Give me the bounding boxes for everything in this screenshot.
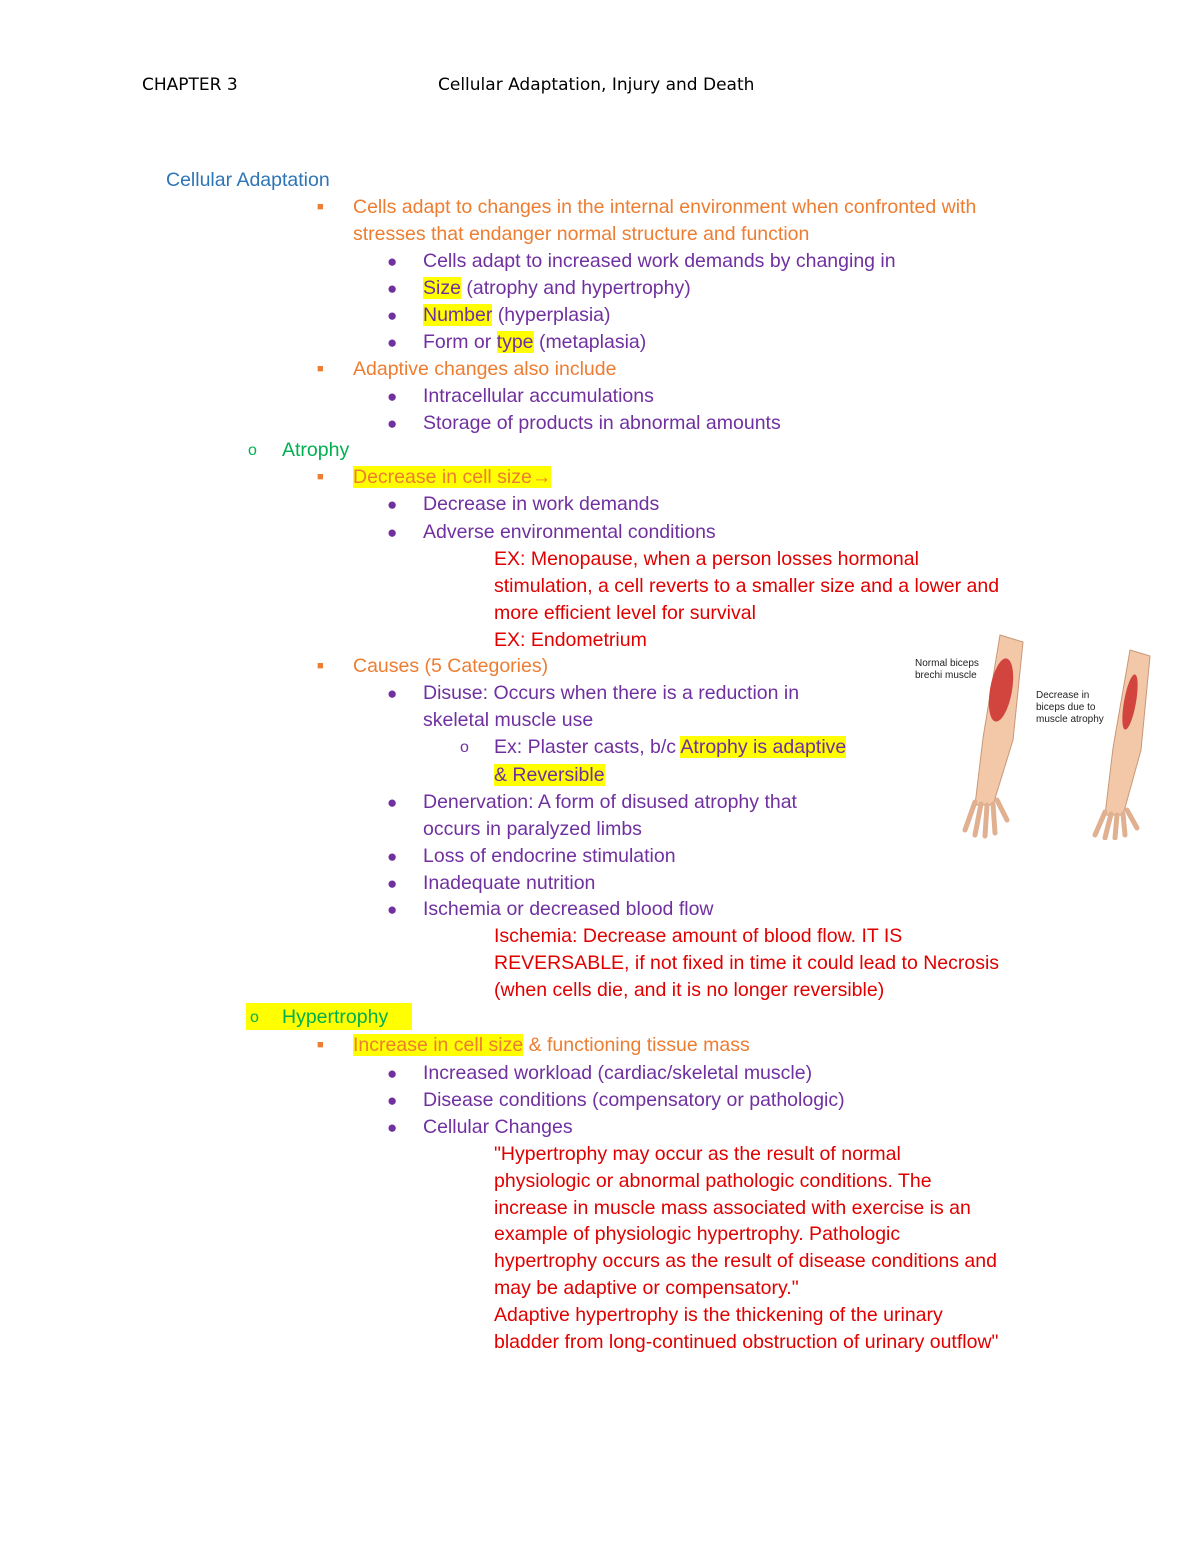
text-span: & functioning tissue mass <box>523 1034 750 1056</box>
text-line: Intracellular accumulations <box>423 385 654 407</box>
text-line: Cellular Changes <box>423 1116 573 1138</box>
text-span: (hyperplasia) <box>492 304 611 326</box>
text-line: Ischemia: Decrease amount of blood flow. IT IS <box>494 925 903 947</box>
text-line: REVERSABLE, if not fixed in time it could lead to Necrosis <box>494 952 1000 974</box>
figure-label-left-line2: brechi muscle <box>915 670 977 681</box>
dot-bullet-icon: ● <box>387 414 398 433</box>
heading-hypertrophy: Hypertrophy <box>282 1006 389 1028</box>
text-line: stresses that endanger normal structure and function <box>353 223 810 245</box>
dot-bullet-icon: ● <box>387 1064 398 1083</box>
circle-bullet-icon: o <box>250 1009 259 1026</box>
circle-bullet-icon: o <box>460 739 469 756</box>
dot-bullet-icon: ● <box>387 874 398 893</box>
text-line: EX: Endometrium <box>494 629 647 651</box>
biceps-atrophy-figure <box>905 630 1165 840</box>
text-line: occurs in paralyzed limbs <box>423 818 642 840</box>
text-line <box>423 302 611 329</box>
text-line: hypertrophy occurs as the result of disease conditions and <box>494 1250 997 1272</box>
dot-bullet-icon: ● <box>387 306 398 325</box>
text-line <box>353 1032 750 1059</box>
text-line: Increased workload (cardiac/skeletal muscle) <box>423 1062 813 1084</box>
text-line: Denervation: A form of disused atrophy that <box>423 791 797 813</box>
square-bullet-icon: ■ <box>317 660 324 672</box>
text-line: may be adaptive or compensatory." <box>494 1277 799 1299</box>
highlight: Increase in cell size <box>353 1034 524 1056</box>
text-line: stimulation, a cell reverts to a smaller size and a lower and <box>494 575 1000 597</box>
text-span: (metaplasia) <box>533 331 647 353</box>
square-bullet-icon: ■ <box>317 363 324 375</box>
text-line: Disuse: Occurs when there is a reduction in <box>423 682 800 704</box>
text-line: Adverse environmental conditions <box>423 521 716 543</box>
chapter-title: Cellular Adaptation, Injury and Death <box>438 75 755 95</box>
atrophied-arm-illustration <box>1095 650 1150 838</box>
square-bullet-icon: ■ <box>317 1039 324 1051</box>
highlight: Atrophy is adaptive <box>680 736 847 758</box>
text-line: Decrease in work demands <box>423 493 660 515</box>
heading-atrophy: Atrophy <box>282 439 350 461</box>
dot-bullet-icon: ● <box>387 387 398 406</box>
highlight: Size <box>423 277 461 299</box>
text-line <box>494 734 846 761</box>
figure-label-left <box>915 658 979 681</box>
figure-label-right <box>1036 690 1104 725</box>
text-span: Ex: Plaster casts, b/c <box>494 736 681 758</box>
section-title: Cellular Adaptation <box>166 169 330 191</box>
figure-label-right-line3: muscle atrophy <box>1036 714 1104 725</box>
text-line: Storage of products in abnormal amounts <box>423 412 781 434</box>
text-line: Causes (5 Categories) <box>353 655 549 677</box>
text-line <box>353 464 551 491</box>
dot-bullet-icon: ● <box>387 684 398 703</box>
text-span: (atrophy and hypertrophy) <box>460 277 691 299</box>
text-span: Form or <box>423 331 497 353</box>
text-line: Ischemia or decreased blood flow <box>423 898 714 920</box>
dot-bullet-icon: ● <box>387 279 398 298</box>
chapter-label: CHAPTER 3 <box>142 75 238 95</box>
highlight: Decrease in cell size→ <box>353 466 552 488</box>
text-line: "Hypertrophy may occur as the result of normal <box>494 1143 901 1165</box>
text-line: bladder from long-continued obstruction of urinary outflow" <box>494 1331 999 1353</box>
text-line: Disease conditions (compensatory or pathologic) <box>423 1089 845 1111</box>
text-line: skeletal muscle use <box>423 709 594 731</box>
highlight: Number <box>423 304 493 326</box>
text-line <box>423 275 691 302</box>
highlight: & Reversible <box>494 764 605 786</box>
text-line: Cells adapt to changes in the internal environment when confronted with <box>353 196 977 218</box>
highlight: type <box>496 331 534 353</box>
dot-bullet-icon: ● <box>387 333 398 352</box>
figure-label-right-line2: biceps due to <box>1036 702 1096 713</box>
text-line: Cells adapt to increased work demands by changing in <box>423 250 896 272</box>
text-line: physiologic or abnormal pathologic conditions. The <box>494 1170 932 1192</box>
text-line: example of physiologic hypertrophy. Pathologic <box>494 1223 901 1245</box>
figure-label-left-line1: Normal biceps <box>915 658 979 669</box>
square-bullet-icon: ■ <box>317 201 324 213</box>
text-line: more efficient level for survival <box>494 602 756 624</box>
text-line: (when cells die, and it is no longer reversible) <box>494 979 885 1001</box>
dot-bullet-icon: ● <box>387 495 398 514</box>
dot-bullet-icon: ● <box>387 900 398 919</box>
text-line: Loss of endocrine stimulation <box>423 845 676 867</box>
dot-bullet-icon: ● <box>387 252 398 271</box>
text-line: EX: Menopause, when a person losses hormonal <box>494 548 919 570</box>
dot-bullet-icon: ● <box>387 847 398 866</box>
circle-bullet-icon: o <box>248 442 257 459</box>
text-line: Adaptive hypertrophy is the thickening of the urinary <box>494 1304 943 1326</box>
dot-bullet-icon: ● <box>387 1091 398 1110</box>
square-bullet-icon: ■ <box>317 471 324 483</box>
text-line <box>494 762 605 789</box>
text-line: increase in muscle mass associated with exercise is an <box>494 1197 971 1219</box>
text-line: Adaptive changes also include <box>353 358 617 380</box>
figure-label-right-line1: Decrease in <box>1036 690 1090 701</box>
dot-bullet-icon: ● <box>387 523 398 542</box>
text-line: Inadequate nutrition <box>423 872 596 894</box>
dot-bullet-icon: ● <box>387 793 398 812</box>
dot-bullet-icon: ● <box>387 1118 398 1137</box>
text-line <box>423 329 646 356</box>
